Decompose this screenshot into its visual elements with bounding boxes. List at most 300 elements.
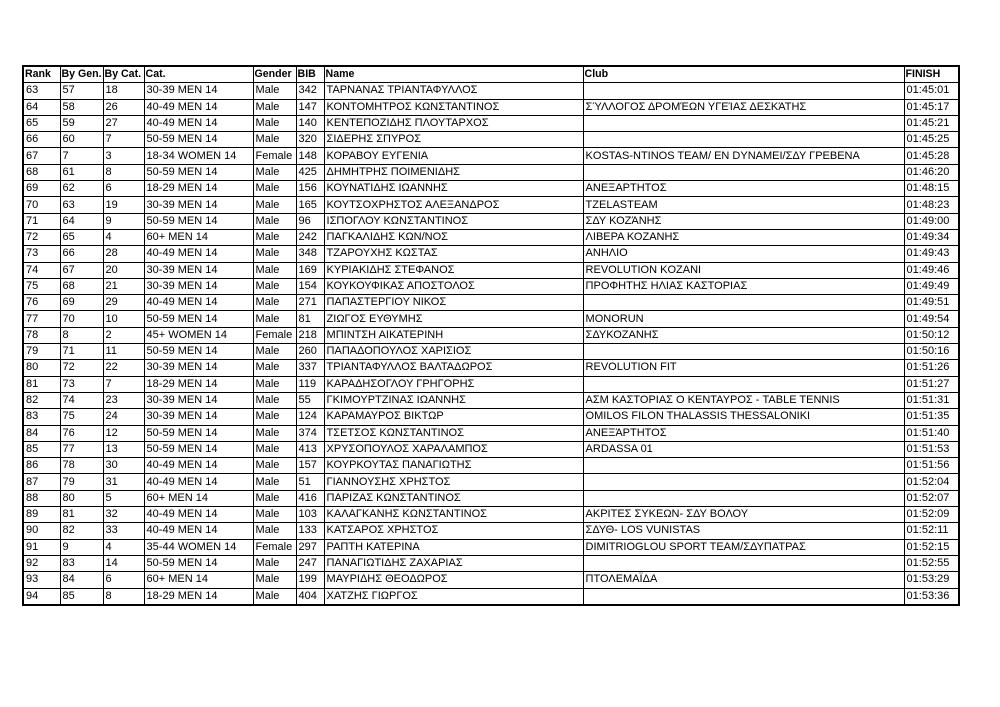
- cell-bib: 342: [296, 83, 324, 99]
- cell-cat: 18-34 WOMEN 14: [144, 148, 253, 164]
- cell-rank: 73: [23, 246, 60, 262]
- cell-bygen: 73: [60, 376, 103, 392]
- cell-bygen: 59: [60, 115, 103, 131]
- cell-cat: 50-59 MEN 14: [144, 164, 253, 180]
- cell-bycat: 18: [103, 83, 144, 99]
- table-row: [23, 262, 959, 278]
- cell-cat: 50-59 MEN 14: [144, 311, 253, 327]
- cell-bygen: 71: [60, 344, 103, 360]
- cell-club: ΑΝΗΛΙΟ: [583, 246, 904, 262]
- cell-bib: 154: [296, 278, 324, 294]
- cell-name: ΤΡΙΑΝΤΑΦΥΛΛΟΣ ΒΑΛΤΑΔΩΡΟΣ: [324, 360, 583, 376]
- cell-bib: 81: [296, 311, 324, 327]
- table-row: [23, 181, 959, 197]
- cell-gender: Female: [253, 539, 296, 555]
- cell-bycat: 4: [103, 229, 144, 245]
- cell-name: ΖΙΩΓΟΣ ΕΥΘΥΜΗΣ: [324, 311, 583, 327]
- cell-bib: 55: [296, 392, 324, 408]
- cell-club: ΛΙΒΕΡΑ ΚΟΖΑΝΗΣ: [583, 229, 904, 245]
- cell-gender: Male: [253, 278, 296, 294]
- cell-bygen: 77: [60, 441, 103, 457]
- cell-bib: 425: [296, 164, 324, 180]
- cell-bib: 51: [296, 474, 324, 490]
- cell-club: DIMITRIOGLOU SPORT TEAM/ΣΔΥΠΑΤΡΑΣ: [583, 539, 904, 555]
- cell-cat: 30-39 MEN 14: [144, 197, 253, 213]
- cell-cat: 50-59 MEN 14: [144, 132, 253, 148]
- cell-bib: 169: [296, 262, 324, 278]
- cell-bygen: 80: [60, 490, 103, 506]
- cell-finish: 01:50:12: [904, 327, 959, 343]
- cell-cat: 18-29 MEN 14: [144, 376, 253, 392]
- cell-cat: 50-59 MEN 14: [144, 441, 253, 457]
- cell-finish: 01:49:00: [904, 213, 959, 229]
- cell-rank: 94: [23, 588, 60, 605]
- cell-bycat: 31: [103, 474, 144, 490]
- cell-name: ΚΟΥΤΣΟΧΡΗΣΤΟΣ ΑΛΕΞΑΝΔΡΟΣ: [324, 197, 583, 213]
- cell-club: MONORUN: [583, 311, 904, 327]
- cell-bycat: 7: [103, 132, 144, 148]
- cell-club: ΣΎΛΛΟΓΟΣ ΔΡΟΜΈΩΝ ΥΓΕΊΑΣ ΔΕΣΚΆΤΗΣ: [583, 99, 904, 115]
- table-row: [23, 588, 959, 605]
- results-table: [22, 65, 960, 606]
- cell-gender: Male: [253, 392, 296, 408]
- table-row: [23, 132, 959, 148]
- table-row: [23, 441, 959, 457]
- cell-gender: Male: [253, 523, 296, 539]
- cell-finish: 01:53:36: [904, 588, 959, 605]
- cell-rank: 90: [23, 523, 60, 539]
- cell-bib: 404: [296, 588, 324, 605]
- cell-bygen: 7: [60, 148, 103, 164]
- cell-bib: 374: [296, 425, 324, 441]
- cell-bycat: 33: [103, 523, 144, 539]
- cell-cat: 40-49 MEN 14: [144, 99, 253, 115]
- cell-bib: 218: [296, 327, 324, 343]
- cell-name: ΧΡΥΣΟΠΟΥΛΟΣ ΧΑΡΑΛΑΜΠΟΣ: [324, 441, 583, 457]
- cell-cat: 60+ MEN 14: [144, 229, 253, 245]
- column-header-bib: BIB: [296, 66, 324, 83]
- cell-finish: 01:49:49: [904, 278, 959, 294]
- cell-name: ΠΑΓΚΑΛΙΔΗΣ ΚΩΝ/ΝΟΣ: [324, 229, 583, 245]
- cell-rank: 86: [23, 458, 60, 474]
- cell-name: ΓΚΙΜΟΥΡΤΖΙΝΑΣ ΙΩΑΝΝΗΣ: [324, 392, 583, 408]
- cell-bycat: 23: [103, 392, 144, 408]
- cell-club: [583, 555, 904, 571]
- cell-bygen: 8: [60, 327, 103, 343]
- cell-bib: 413: [296, 441, 324, 457]
- cell-bycat: 19: [103, 197, 144, 213]
- cell-finish: 01:52:09: [904, 507, 959, 523]
- cell-club: ΠΡΟΦΗΤΗΣ ΗΛΙΑΣ ΚΑΣΤΟΡΙΑΣ: [583, 278, 904, 294]
- cell-bygen: 57: [60, 83, 103, 99]
- cell-gender: Male: [253, 441, 296, 457]
- cell-finish: 01:49:43: [904, 246, 959, 262]
- table-row: [23, 539, 959, 555]
- cell-bycat: 22: [103, 360, 144, 376]
- cell-bib: 271: [296, 295, 324, 311]
- cell-finish: 01:51:35: [904, 409, 959, 425]
- cell-cat: 45+ WOMEN 14: [144, 327, 253, 343]
- cell-club: ΠΤΟΛΕΜΑΪΔΑ: [583, 572, 904, 588]
- table-row: [23, 99, 959, 115]
- column-header-finish: FINISH: [904, 66, 959, 83]
- cell-finish: 01:49:54: [904, 311, 959, 327]
- cell-bycat: 5: [103, 490, 144, 506]
- cell-finish: 01:51:56: [904, 458, 959, 474]
- cell-name: ΠΑΠΑΔΟΠΟΥΛΟΣ ΧΑΡΙΣΙΟΣ: [324, 344, 583, 360]
- cell-name: ΤΣΕΤΣΟΣ ΚΩΝΣΤΑΝΤΙΝΟΣ: [324, 425, 583, 441]
- cell-name: ΡΑΠΤΗ ΚΑΤΕΡΙΝΑ: [324, 539, 583, 555]
- cell-bib: 133: [296, 523, 324, 539]
- table-row: [23, 197, 959, 213]
- cell-finish: 01:48:23: [904, 197, 959, 213]
- cell-name: ΚΑΡΑΜΑΥΡΟΣ ΒΙΚΤΩΡ: [324, 409, 583, 425]
- cell-finish: 01:49:46: [904, 262, 959, 278]
- cell-club: ΑΚΡΙΤΕΣ ΣΥΚΕΩΝ- ΣΔΥ ΒΟΛΟΥ: [583, 507, 904, 523]
- table-row: [23, 392, 959, 408]
- cell-bygen: 72: [60, 360, 103, 376]
- cell-bib: 140: [296, 115, 324, 131]
- table-row: [23, 458, 959, 474]
- cell-bib: 320: [296, 132, 324, 148]
- cell-bib: 260: [296, 344, 324, 360]
- column-header-gender: Gender: [253, 66, 296, 83]
- cell-finish: 01:45:25: [904, 132, 959, 148]
- cell-bycat: 27: [103, 115, 144, 131]
- cell-rank: 68: [23, 164, 60, 180]
- cell-club: [583, 115, 904, 131]
- cell-cat: 40-49 MEN 14: [144, 295, 253, 311]
- cell-gender: Male: [253, 588, 296, 605]
- cell-bycat: 2: [103, 327, 144, 343]
- cell-name: ΔΗΜΗΤΡΗΣ ΠΟΙΜΕΝΙΔΗΣ: [324, 164, 583, 180]
- cell-cat: 50-59 MEN 14: [144, 425, 253, 441]
- cell-bycat: 6: [103, 572, 144, 588]
- cell-finish: 01:51:40: [904, 425, 959, 441]
- cell-bygen: 78: [60, 458, 103, 474]
- cell-finish: 01:52:15: [904, 539, 959, 555]
- cell-gender: Male: [253, 213, 296, 229]
- cell-club: OMILOS FILON THALASSIS THESSALONIKI: [583, 409, 904, 425]
- column-header-bycat: By Cat.: [103, 66, 144, 83]
- cell-club: TZELASTEAM: [583, 197, 904, 213]
- column-header-bygen: By Gen.: [60, 66, 103, 83]
- table-row: [23, 295, 959, 311]
- table-row: [23, 474, 959, 490]
- cell-gender: Male: [253, 572, 296, 588]
- cell-club: [583, 588, 904, 605]
- cell-finish: 01:53:29: [904, 572, 959, 588]
- cell-bygen: 85: [60, 588, 103, 605]
- cell-club: ΣΔΥ ΚΟΖΆΝΗΣ: [583, 213, 904, 229]
- cell-finish: 01:45:01: [904, 83, 959, 99]
- cell-finish: 01:49:34: [904, 229, 959, 245]
- cell-club: [583, 474, 904, 490]
- cell-club: REVOLUTION FIT: [583, 360, 904, 376]
- cell-gender: Male: [253, 164, 296, 180]
- cell-name: ΚΑΛΑΓΚΑΝΗΣ ΚΩΝΣΤΑΝΤΙΝΟΣ: [324, 507, 583, 523]
- cell-name: ΚΟΝΤΟΜΗΤΡΟΣ ΚΩΝΣΤΑΝΤΙΝΟΣ: [324, 99, 583, 115]
- cell-rank: 65: [23, 115, 60, 131]
- cell-rank: 82: [23, 392, 60, 408]
- cell-bycat: 26: [103, 99, 144, 115]
- cell-bygen: 66: [60, 246, 103, 262]
- cell-finish: 01:52:07: [904, 490, 959, 506]
- cell-rank: 87: [23, 474, 60, 490]
- cell-cat: 40-49 MEN 14: [144, 246, 253, 262]
- cell-bib: 297: [296, 539, 324, 555]
- cell-rank: 70: [23, 197, 60, 213]
- cell-gender: Male: [253, 229, 296, 245]
- column-header-rank: Rank: [23, 66, 60, 83]
- cell-cat: 50-59 MEN 14: [144, 344, 253, 360]
- cell-name: ΜΑΥΡΙΔΗΣ ΘΕΟΔΩΡΟΣ: [324, 572, 583, 588]
- cell-gender: Male: [253, 360, 296, 376]
- cell-finish: 01:46:20: [904, 164, 959, 180]
- table-row: [23, 555, 959, 571]
- cell-bycat: 7: [103, 376, 144, 392]
- table-row: [23, 278, 959, 294]
- cell-name: ΚΟΥΝΑΤΙΔΗΣ ΙΩΑΝΝΗΣ: [324, 181, 583, 197]
- cell-club: ΑΣΜ ΚΑΣΤΟΡΙΑΣ Ο ΚΕΝΤΑΥΡΟΣ - TABLE TENNIS: [583, 392, 904, 408]
- cell-bycat: 9: [103, 213, 144, 229]
- table-row: [23, 507, 959, 523]
- cell-name: ΤΑΡΝΑΝΑΣ ΤΡΙΑΝΤΑΦΥΛΛΟΣ: [324, 83, 583, 99]
- table-row: [23, 360, 959, 376]
- cell-club: [583, 295, 904, 311]
- cell-bygen: 68: [60, 278, 103, 294]
- cell-rank: 74: [23, 262, 60, 278]
- cell-bygen: 84: [60, 572, 103, 588]
- cell-rank: 75: [23, 278, 60, 294]
- cell-finish: 01:45:21: [904, 115, 959, 131]
- cell-name: ΙΣΠΟΓΛΟΥ ΚΩΝΣΤΑΝΤΙΝΟΣ: [324, 213, 583, 229]
- cell-rank: 91: [23, 539, 60, 555]
- cell-cat: 30-39 MEN 14: [144, 262, 253, 278]
- cell-rank: 76: [23, 295, 60, 311]
- cell-gender: Male: [253, 344, 296, 360]
- cell-name: ΠΑΠΑΣΤΕΡΓΙΟΥ ΝΙΚΟΣ: [324, 295, 583, 311]
- cell-bib: 157: [296, 458, 324, 474]
- cell-name: ΚΑΤΣΑΡΟΣ ΧΡΗΣΤΟΣ: [324, 523, 583, 539]
- cell-rank: 84: [23, 425, 60, 441]
- cell-name: ΠΑΡΙΖΑΣ ΚΩΝΣΤΑΝΤΙΝΟΣ: [324, 490, 583, 506]
- cell-finish: 01:48:15: [904, 181, 959, 197]
- cell-rank: 78: [23, 327, 60, 343]
- cell-bygen: 61: [60, 164, 103, 180]
- column-header-cat: Cat.: [144, 66, 253, 83]
- table-row: [23, 164, 959, 180]
- column-header-club: Club: [583, 66, 904, 83]
- cell-bycat: 6: [103, 181, 144, 197]
- table-row: [23, 490, 959, 506]
- cell-club: REVOLUTION KOZANI: [583, 262, 904, 278]
- header-row: [23, 66, 959, 83]
- cell-bycat: 24: [103, 409, 144, 425]
- cell-cat: 40-49 MEN 14: [144, 507, 253, 523]
- cell-cat: 18-29 MEN 14: [144, 181, 253, 197]
- table-row: [23, 327, 959, 343]
- cell-name: ΠΑΝΑΓΙΩΤΙΔΗΣ ΖΑΧΑΡΙΑΣ: [324, 555, 583, 571]
- cell-bygen: 79: [60, 474, 103, 490]
- cell-bib: 199: [296, 572, 324, 588]
- cell-rank: 88: [23, 490, 60, 506]
- cell-cat: 35-44 WOMEN 14: [144, 539, 253, 555]
- cell-bib: 124: [296, 409, 324, 425]
- cell-name: ΚΟΥΡΚΟΥΤΑΣ ΠΑΝΑΓΙΩΤΗΣ: [324, 458, 583, 474]
- cell-bib: 148: [296, 148, 324, 164]
- cell-cat: 30-39 MEN 14: [144, 278, 253, 294]
- cell-rank: 92: [23, 555, 60, 571]
- cell-name: ΚΑΡΑΔΗΣΟΓΛΟΥ ΓΡΗΓΟΡΗΣ: [324, 376, 583, 392]
- cell-bycat: 30: [103, 458, 144, 474]
- cell-rank: 77: [23, 311, 60, 327]
- cell-rank: 71: [23, 213, 60, 229]
- cell-finish: 01:51:53: [904, 441, 959, 457]
- cell-finish: 01:51:26: [904, 360, 959, 376]
- cell-club: [583, 376, 904, 392]
- cell-gender: Male: [253, 425, 296, 441]
- cell-bygen: 83: [60, 555, 103, 571]
- cell-bygen: 76: [60, 425, 103, 441]
- cell-gender: Male: [253, 555, 296, 571]
- cell-cat: 30-39 MEN 14: [144, 360, 253, 376]
- cell-bycat: 29: [103, 295, 144, 311]
- cell-gender: Male: [253, 507, 296, 523]
- cell-rank: 67: [23, 148, 60, 164]
- cell-club: KOSTAS-NTINOS TEAM/ EN DYNAMEI/ΣΔΥ ΓΡΕΒΕΝΑ: [583, 148, 904, 164]
- cell-gender: Male: [253, 132, 296, 148]
- cell-cat: 30-39 MEN 14: [144, 409, 253, 425]
- cell-bib: 103: [296, 507, 324, 523]
- cell-club: ARDASSA 01: [583, 441, 904, 457]
- cell-name: ΚΟΡΑΒΟΥ ΕΥΓΕΝΙΑ: [324, 148, 583, 164]
- cell-name: ΣΙΔΕΡΗΣ ΣΠΥΡΟΣ: [324, 132, 583, 148]
- table-row: [23, 148, 959, 164]
- cell-bycat: 3: [103, 148, 144, 164]
- cell-gender: Male: [253, 262, 296, 278]
- cell-cat: 40-49 MEN 14: [144, 115, 253, 131]
- cell-bygen: 75: [60, 409, 103, 425]
- table-row: [23, 246, 959, 262]
- cell-rank: 63: [23, 83, 60, 99]
- cell-cat: 50-59 MEN 14: [144, 555, 253, 571]
- cell-bygen: 69: [60, 295, 103, 311]
- cell-bygen: 65: [60, 229, 103, 245]
- cell-gender: Male: [253, 376, 296, 392]
- table-row: [23, 376, 959, 392]
- cell-finish: 01:51:31: [904, 392, 959, 408]
- cell-cat: 50-59 MEN 14: [144, 213, 253, 229]
- cell-bib: 96: [296, 213, 324, 229]
- cell-rank: 89: [23, 507, 60, 523]
- cell-rank: 93: [23, 572, 60, 588]
- cell-club: ΣΔΥΘ- LOS VUNISTAS: [583, 523, 904, 539]
- table-row: [23, 409, 959, 425]
- cell-bib: 242: [296, 229, 324, 245]
- cell-club: ΣΔΥΚΟΖΑΝΗΣ: [583, 327, 904, 343]
- table-row: [23, 311, 959, 327]
- table-row: [23, 523, 959, 539]
- cell-gender: Male: [253, 115, 296, 131]
- cell-name: ΧΑΤΖΗΣ ΓΙΩΡΓΟΣ: [324, 588, 583, 605]
- cell-bycat: 10: [103, 311, 144, 327]
- cell-bib: 247: [296, 555, 324, 571]
- cell-gender: Female: [253, 327, 296, 343]
- table-row: [23, 344, 959, 360]
- cell-club: ΑΝΕΞΑΡΤΗΤΟΣ: [583, 181, 904, 197]
- cell-bygen: 60: [60, 132, 103, 148]
- cell-gender: Male: [253, 246, 296, 262]
- cell-gender: Male: [253, 181, 296, 197]
- table-row: [23, 425, 959, 441]
- cell-bycat: 11: [103, 344, 144, 360]
- table-row: [23, 115, 959, 131]
- cell-bycat: 32: [103, 507, 144, 523]
- cell-rank: 64: [23, 99, 60, 115]
- cell-cat: 40-49 MEN 14: [144, 474, 253, 490]
- cell-rank: 72: [23, 229, 60, 245]
- cell-finish: 01:50:16: [904, 344, 959, 360]
- cell-gender: Male: [253, 197, 296, 213]
- cell-finish: 01:45:28: [904, 148, 959, 164]
- cell-name: ΜΠΙΝΤΣΗ ΑΙΚΑΤΕΡΙΝΗ: [324, 327, 583, 343]
- cell-rank: 80: [23, 360, 60, 376]
- cell-gender: Male: [253, 83, 296, 99]
- cell-name: ΤΖΑΡΟΥΧΗΣ ΚΩΣΤΑΣ: [324, 246, 583, 262]
- table-row: [23, 213, 959, 229]
- cell-cat: 30-39 MEN 14: [144, 83, 253, 99]
- cell-gender: Female: [253, 148, 296, 164]
- cell-bycat: 8: [103, 164, 144, 180]
- cell-bycat: 4: [103, 539, 144, 555]
- cell-cat: 40-49 MEN 14: [144, 458, 253, 474]
- cell-name: ΚΥΡΙΑΚΙΔΗΣ ΣΤΕΦΑΝΟΣ: [324, 262, 583, 278]
- cell-name: ΚΟΥΚΟΥΦΙΚΑΣ ΑΠΟΣΤΟΛΟΣ: [324, 278, 583, 294]
- cell-gender: Male: [253, 490, 296, 506]
- cell-name: ΚΕΝΤΕΠΟΖΙΔΗΣ ΠΛΟΥΤΑΡΧΟΣ: [324, 115, 583, 131]
- cell-bygen: 9: [60, 539, 103, 555]
- cell-bygen: 74: [60, 392, 103, 408]
- cell-gender: Male: [253, 458, 296, 474]
- cell-bycat: 12: [103, 425, 144, 441]
- cell-bygen: 81: [60, 507, 103, 523]
- cell-club: [583, 164, 904, 180]
- cell-bygen: 70: [60, 311, 103, 327]
- cell-finish: 01:52:04: [904, 474, 959, 490]
- cell-finish: 01:45:17: [904, 99, 959, 115]
- cell-club: [583, 490, 904, 506]
- table-body: [23, 83, 959, 605]
- cell-bycat: 28: [103, 246, 144, 262]
- cell-bygen: 62: [60, 181, 103, 197]
- cell-club: [583, 132, 904, 148]
- cell-rank: 85: [23, 441, 60, 457]
- cell-name: ΓΙΑΝΝΟΥΣΗΣ ΧΡΗΣΤΟΣ: [324, 474, 583, 490]
- cell-gender: Male: [253, 295, 296, 311]
- cell-gender: Male: [253, 99, 296, 115]
- cell-bib: 416: [296, 490, 324, 506]
- cell-club: [583, 83, 904, 99]
- cell-bib: 348: [296, 246, 324, 262]
- cell-bycat: 14: [103, 555, 144, 571]
- table-row: [23, 83, 959, 99]
- cell-gender: Male: [253, 409, 296, 425]
- cell-bycat: 13: [103, 441, 144, 457]
- cell-bib: 119: [296, 376, 324, 392]
- cell-rank: 81: [23, 376, 60, 392]
- cell-bycat: 20: [103, 262, 144, 278]
